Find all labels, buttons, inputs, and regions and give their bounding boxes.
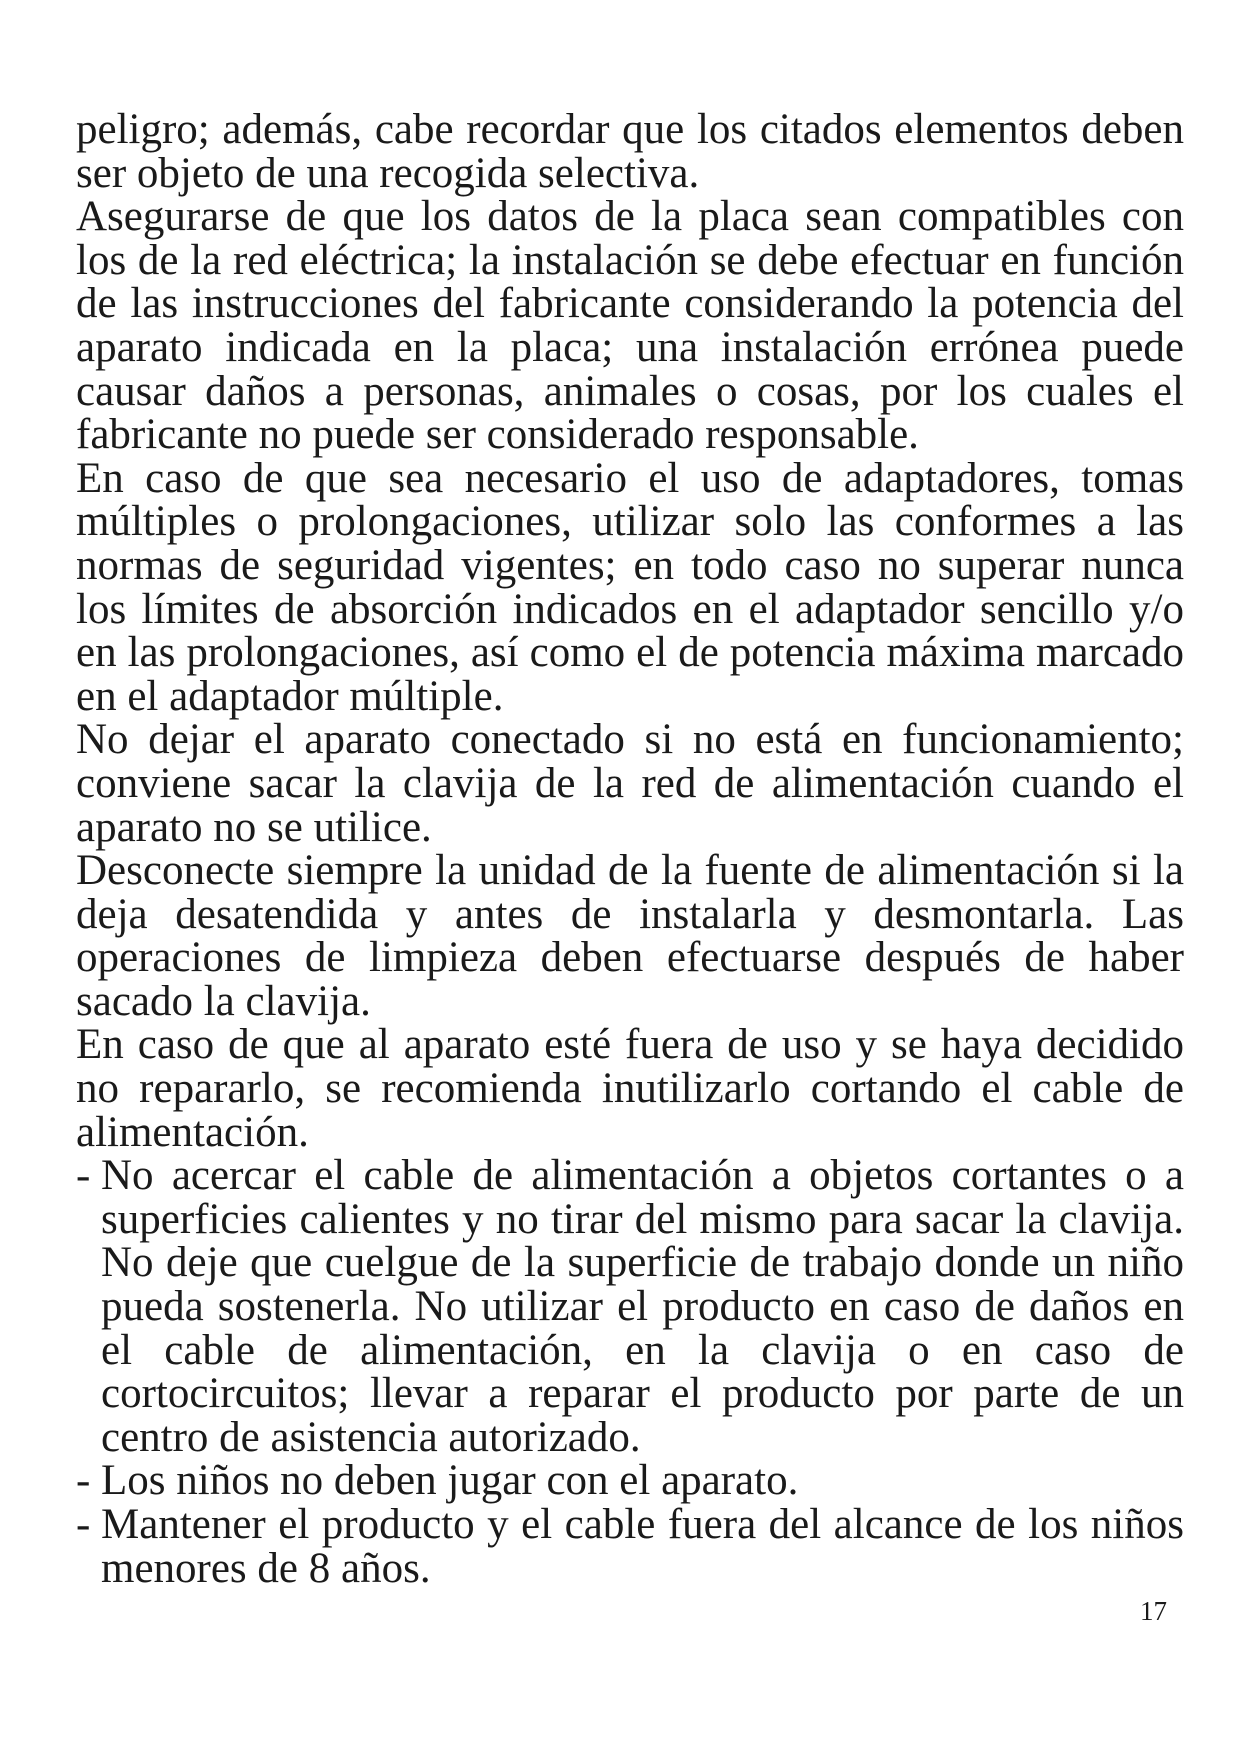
paragraph-adapters: En caso de que sea necesario el uso de adaptadores, tomas múltiples o prolongaciones, utilizar solo las conformes a las normas de seguridad vigentes; en todo caso no superar nunca los límites de absorción indicados en el adaptador sencillo y/o en las prolongaciones, así como el de potencia máxima marcado en el adaptador múltiple. bbox=[76, 454, 1184, 720]
bullet-item-children-reach bbox=[76, 1503, 1184, 1590]
bullet-item-children-play bbox=[76, 1459, 1184, 1503]
bullet-dash: - bbox=[76, 1152, 91, 1200]
paragraph-disposal: peligro; además, cabe recordar que los citados elementos deben ser objeto de una recogida selectiva. bbox=[76, 106, 1184, 197]
bullet-text: No acercar el cable de alimentación a objetos cortantes o a superficies calientes y no tirar del mismo para sacar la clavija. No deje que cuelgue de la superficie de trabajo donde un niño pueda sostenerla. No utilizar el producto en caso de daños en el cable de alimentación, en la clavija o en caso de cortocircuitos; llevar a reparar el producto por parte de un centro de asistencia autorizado. bbox=[101, 1152, 1184, 1461]
bullet-text: Los niños no deben jugar con el aparato. bbox=[101, 1457, 799, 1505]
bullet-dash: - bbox=[76, 1457, 91, 1505]
bullet-item-cable bbox=[76, 1154, 1184, 1459]
paragraph-disconnect-unattended: Desconecte siempre la unidad de la fuente de alimentación si la deja desatendida y antes de instalarla y desmontarla. Las operaciones de limpieza deben efectuarse después de haber sacado la clavija. bbox=[76, 847, 1184, 1025]
paragraph-out-of-use: En caso de que al aparato esté fuera de uso y se haya decidido no repararlo, se recomienda inutilizarlo cortando el cable de alimentación. bbox=[76, 1021, 1184, 1156]
page-body-text bbox=[76, 108, 1184, 1590]
safety-bullet-list bbox=[76, 1154, 1184, 1590]
paragraph-unplug-when-idle: No dejar el aparato conectado si no está en funcionamiento; conviene sacar la clavija de la red de alimentación cuando el aparato no se utilice. bbox=[76, 716, 1184, 851]
paragraph-rating-plate: Asegurarse de que los datos de la placa sean compatibles con los de la red eléctrica; la instalación se debe efectuar en función de las instrucciones del fabricante considerando la potencia del aparato indicada en la placa; una instalación errónea puede causar daños a personas, animales o cosas, por los cuales el fabricante no puede ser considerado responsable. bbox=[76, 193, 1184, 459]
bullet-text: Mantener el producto y el cable fuera del alcance de los niños menores de 8 años. bbox=[101, 1501, 1184, 1592]
page-number: 17 bbox=[1140, 1596, 1167, 1626]
bullet-dash: - bbox=[76, 1501, 91, 1548]
